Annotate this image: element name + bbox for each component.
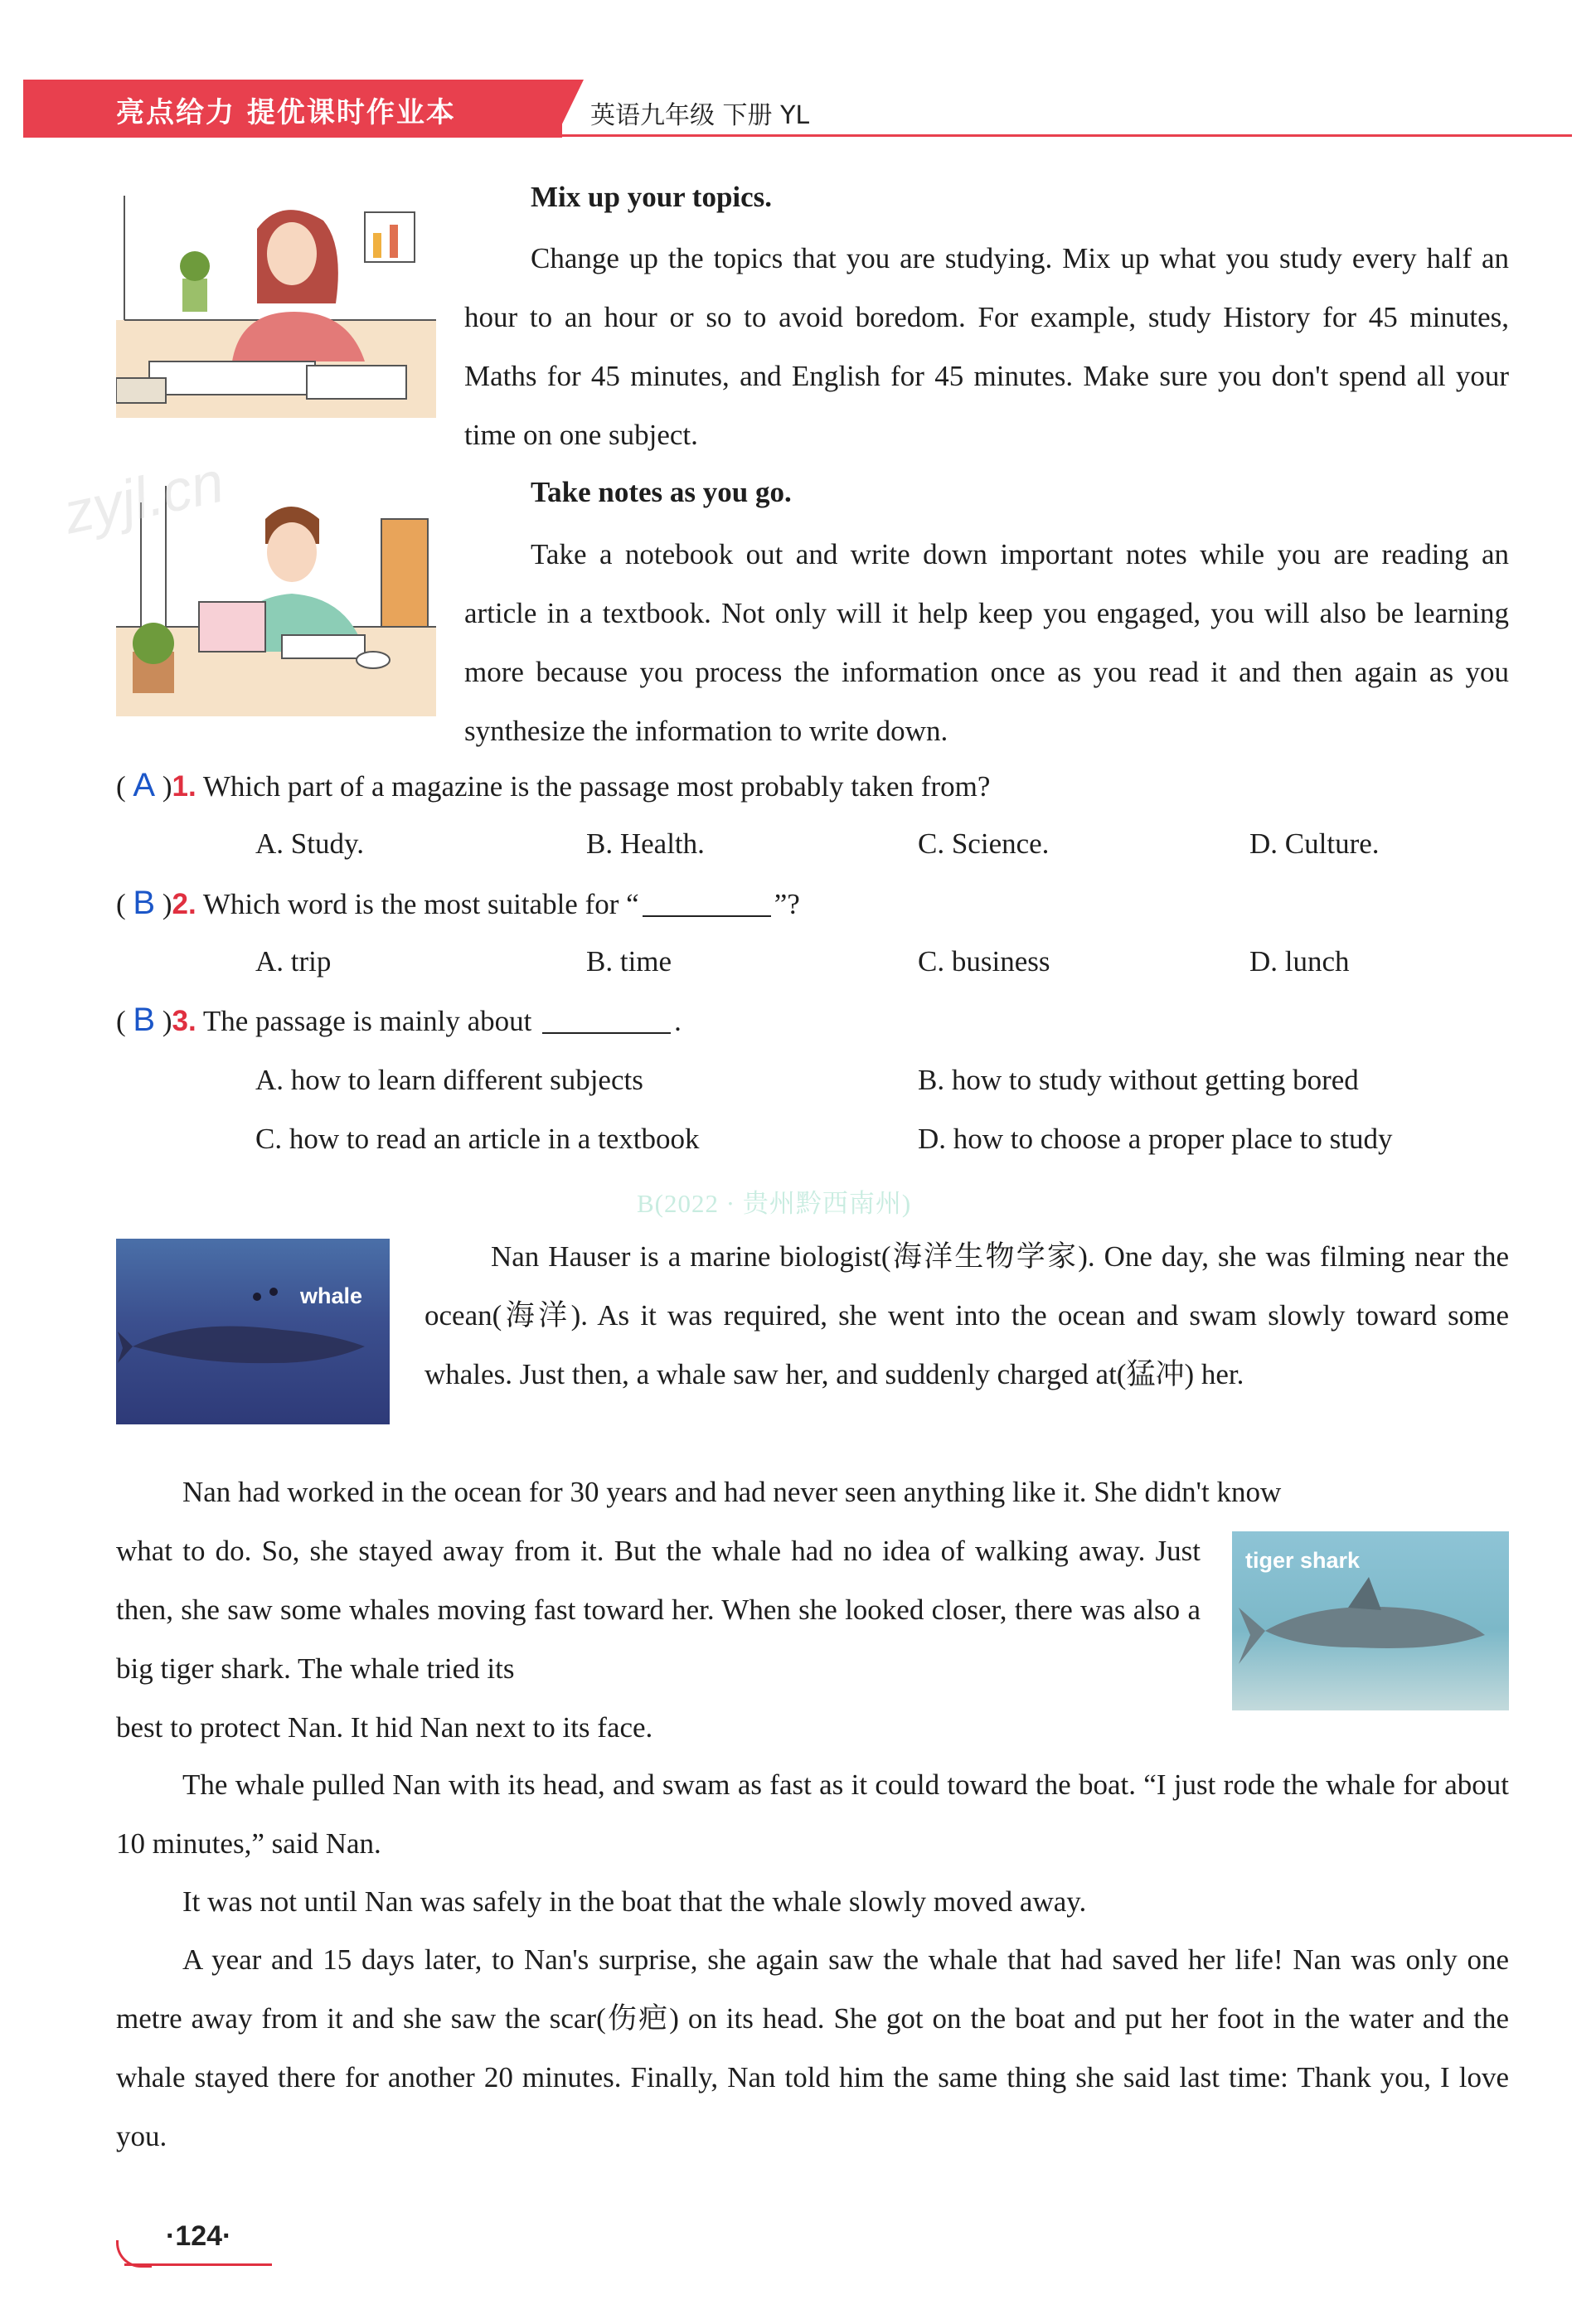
whale-label: whale — [300, 1283, 363, 1308]
q3-option-d: D. how to choose a proper place to study — [918, 1123, 1393, 1155]
section-b-source: B(2022 · 贵州黔西南州) — [637, 1189, 912, 1218]
question-text-2-end: ”? — [774, 888, 800, 920]
watermark: zyjl.cn — [58, 449, 230, 546]
header-brand: 亮点给力 提优课时作业本 — [116, 96, 456, 129]
question-text-3-end: . — [674, 1005, 682, 1037]
q1-option-a: A. Study. — [255, 827, 364, 860]
answer-1: A — [133, 767, 156, 803]
blank-line — [542, 1032, 671, 1034]
page-number-rule — [124, 2263, 272, 2266]
q1-option-c: C. Science. — [918, 827, 1050, 860]
q3-option-a: A. how to learn different subjects — [255, 1064, 643, 1096]
paragraph-b-5: A year and 15 days later, to Nan's surprise, she again saw the whale that had saved her life! Nan was only one metre away from it and she saw the scar(伤疤) on its head. She got on the boat and put her foot in the water and the whale stayed there for another 20 minutes. Finally, Nan told him the same thing she said last time: Thank you, I love you. — [116, 1943, 1509, 2152]
q2-option-a: A. trip — [255, 945, 332, 978]
question-1: ( A )1. Which part of a magazine is the passage most probably taken from? — [116, 767, 991, 803]
tiger-shark-label: tiger shark — [1245, 1548, 1361, 1573]
question-2: ( B )2. Which word is the most suitable for “ ”? — [116, 885, 800, 921]
answer-3: B — [133, 1002, 156, 1038]
paragraph-b-2-first: Nan had worked in the ocean for 30 years and had never seen anything like it. She didn't know — [182, 1476, 1282, 1508]
tiger-shark-photo — [1232, 1531, 1509, 1710]
answer-2: B — [133, 885, 156, 921]
paragraph-b-2-end: best to protect Nan. It hid Nan next to its face. — [116, 1711, 653, 1744]
question-number-2: 2. — [172, 888, 196, 920]
illustration-woman-studying — [116, 196, 436, 418]
question-text-2: Which word is the most suitable for “ — [202, 888, 639, 920]
q1-option-d: D. Culture. — [1249, 827, 1380, 860]
question-text-1: Which part of a magazine is the passage most probably taken from? — [202, 770, 991, 803]
question-number-3: 3. — [172, 1005, 196, 1037]
question-3: ( B )3. The passage is mainly about . — [116, 1002, 682, 1038]
q3-option-b: B. how to study without getting bored — [918, 1064, 1359, 1096]
paragraph-b-3: The whale pulled Nan with its head, and swam as fast as it could toward the boat. “I just rode the whale for about 10 minutes,” said Nan. — [116, 1768, 1509, 1860]
question-text-3: The passage is mainly about — [202, 1005, 532, 1037]
paragraph-take-notes: Take a notebook out and write down important notes while you are reading an article in a textbook. Not only will it help keep you engaged, you will also be learning more because you process the information once as you read it and then again as you synthesize the information to write down. — [464, 538, 1509, 747]
paragraph-b-2-wrap: what to do. So, she stayed away from it. But the whale had no idea of walking away. Just then, she saw some whales moving fast toward her. When she looked closer, there was also a big tiger shark. The whale tried its — [116, 1535, 1201, 1685]
header-rule — [23, 134, 1572, 137]
header-subject: 英语九年级 下册 YL — [590, 101, 810, 130]
q2-option-d: D. lunch — [1249, 945, 1350, 978]
heading-mix-topics: Mix up your topics. — [531, 181, 773, 213]
q2-option-c: C. business — [918, 945, 1050, 978]
q3-option-c: C. how to read an article in a textbook — [255, 1123, 700, 1155]
q1-option-b: B. Health. — [586, 827, 705, 860]
question-number-1: 1. — [172, 770, 196, 803]
q2-option-b: B. time — [586, 945, 672, 978]
paragraph-b-1: Nan Hauser is a marine biologist(海洋生物学家). One day, she was filming near the ocean(海洋). As it was required, she went into the ocean and swam slowly toward some whales. Just then, a whale saw her, and suddenly charged at(猛冲) her. — [424, 1240, 1509, 1390]
whale-shape — [116, 1239, 390, 1424]
heading-take-notes: Take notes as you go. — [531, 476, 792, 508]
paragraph-b-4: It was not until Nan was safely in the boat that the whale slowly moved away. — [182, 1885, 1087, 1918]
paragraph-mix-topics: Change up the topics that you are studying. Mix up what you study every half an hour to an hour or so to avoid boredom. For example, study History for 45 minutes, Maths for 45 minutes, and English for 45 minutes. Make sure you don't spend all your time on one subject. — [464, 242, 1509, 451]
whale-photo — [116, 1239, 390, 1424]
page-number: ·124· — [166, 2220, 232, 2252]
header-band-tip — [555, 80, 584, 138]
blank-line — [643, 915, 771, 917]
